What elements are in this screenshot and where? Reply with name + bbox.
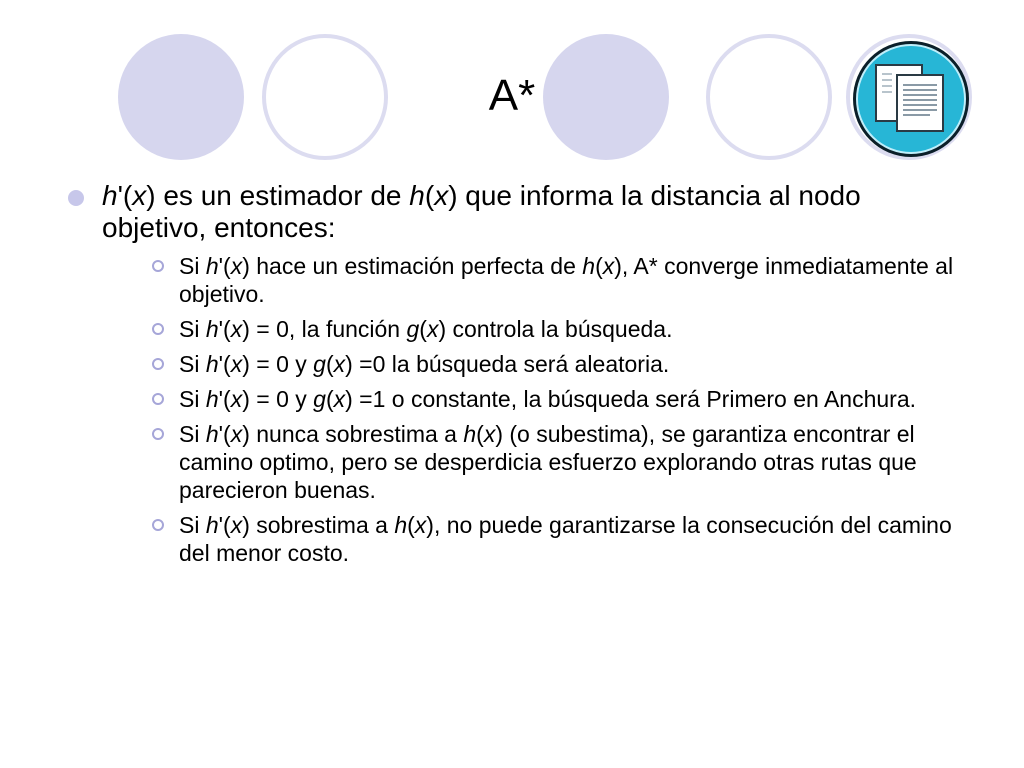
var-x: x xyxy=(230,316,243,342)
text: Si xyxy=(179,351,206,377)
var-h: h xyxy=(205,421,219,447)
var-g: g xyxy=(313,386,326,412)
text: ), A* converge inmediatamente al objetivo. xyxy=(179,253,954,307)
text: ) es un estimador de xyxy=(146,180,410,211)
text: ) = 0 y xyxy=(242,386,314,412)
var-h: h xyxy=(205,386,219,412)
text: ) = 0 y xyxy=(242,351,314,377)
var-h: h xyxy=(102,180,118,211)
main-bullet-point xyxy=(68,180,968,567)
sub-bullet-list xyxy=(102,252,968,567)
text: ) (o subestima), se garantiza encontrar el camino optimo, pero se desperdicia esfuerzo explorando otras rutas que parecieron buenas. xyxy=(179,421,917,503)
var-g: g xyxy=(406,316,420,342)
text: Si xyxy=(179,421,206,447)
var-h: h xyxy=(463,421,477,447)
var-x: x xyxy=(230,512,243,538)
text: Si xyxy=(179,512,206,538)
var-x: x xyxy=(602,253,615,279)
var-x: x xyxy=(230,386,243,412)
text: ( xyxy=(419,316,427,342)
sub-bullet-point xyxy=(102,385,968,413)
bullet-dot-icon xyxy=(68,190,84,206)
var-h: h xyxy=(205,351,219,377)
var-x: x xyxy=(132,180,147,211)
text: ( xyxy=(424,180,435,211)
text: '( xyxy=(218,253,231,279)
text: ) =1 o constante, la búsqueda será Primero en Anchura. xyxy=(345,386,917,412)
var-x: x xyxy=(483,421,496,447)
text: '( xyxy=(218,512,231,538)
var-h: h xyxy=(409,180,425,211)
text: ( xyxy=(325,386,334,412)
var-h: h xyxy=(394,512,408,538)
var-h: h xyxy=(205,512,219,538)
text: '( xyxy=(218,351,231,377)
bullet-ring-icon xyxy=(152,393,164,405)
var-x: x xyxy=(230,421,243,447)
text: '( xyxy=(218,316,231,342)
text: ( xyxy=(595,253,603,279)
text: ) nunca sobrestima a xyxy=(242,421,464,447)
var-x: x xyxy=(434,180,449,211)
bullet-ring-icon xyxy=(152,358,164,370)
var-x: x xyxy=(230,253,243,279)
text: Si xyxy=(179,253,206,279)
var-h: h xyxy=(582,253,596,279)
bullet-ring-icon xyxy=(152,428,164,440)
decorative-circle-ring-1 xyxy=(262,34,388,160)
var-g: g xyxy=(313,351,326,377)
text: ) =0 la búsqueda será aleatoria. xyxy=(345,351,670,377)
text: ) hace un estimación perfecta de xyxy=(242,253,583,279)
text: Si xyxy=(179,386,206,412)
sub-bullet-point xyxy=(102,511,968,567)
documents-icon xyxy=(852,40,970,158)
var-x: x xyxy=(333,386,346,412)
sub-bullet-point xyxy=(102,420,968,504)
bullet-ring-icon xyxy=(152,260,164,272)
text: '( xyxy=(117,180,133,211)
var-x: x xyxy=(230,351,243,377)
text: ) que informa la distancia al nodo objetivo, entonces: xyxy=(102,180,861,243)
sub-bullet-point xyxy=(102,252,968,308)
sub-bullet-point xyxy=(102,315,968,343)
var-x: x xyxy=(333,351,346,377)
var-x: x xyxy=(414,512,427,538)
text: '( xyxy=(218,386,231,412)
var-h: h xyxy=(205,316,219,342)
decorative-circle-filled-1 xyxy=(118,34,244,160)
text: ( xyxy=(325,351,334,377)
slide-content xyxy=(68,180,968,574)
var-h: h xyxy=(205,253,219,279)
decorative-circle-ring-2 xyxy=(706,34,832,160)
text: ( xyxy=(476,421,484,447)
text: Si xyxy=(179,316,206,342)
text: ( xyxy=(407,512,415,538)
text: ) controla la búsqueda. xyxy=(438,316,673,342)
var-x: x xyxy=(426,316,439,342)
slide-title: A* xyxy=(488,71,536,120)
text: '( xyxy=(218,421,231,447)
text: ) sobrestima a xyxy=(242,512,395,538)
bullet-ring-icon xyxy=(152,519,164,531)
bullet-ring-icon xyxy=(152,323,164,335)
text: ) = 0, la función xyxy=(242,316,407,342)
sub-bullet-point xyxy=(102,350,968,378)
text: ), no puede garantizarse la consecución del camino del menor costo. xyxy=(179,512,952,566)
